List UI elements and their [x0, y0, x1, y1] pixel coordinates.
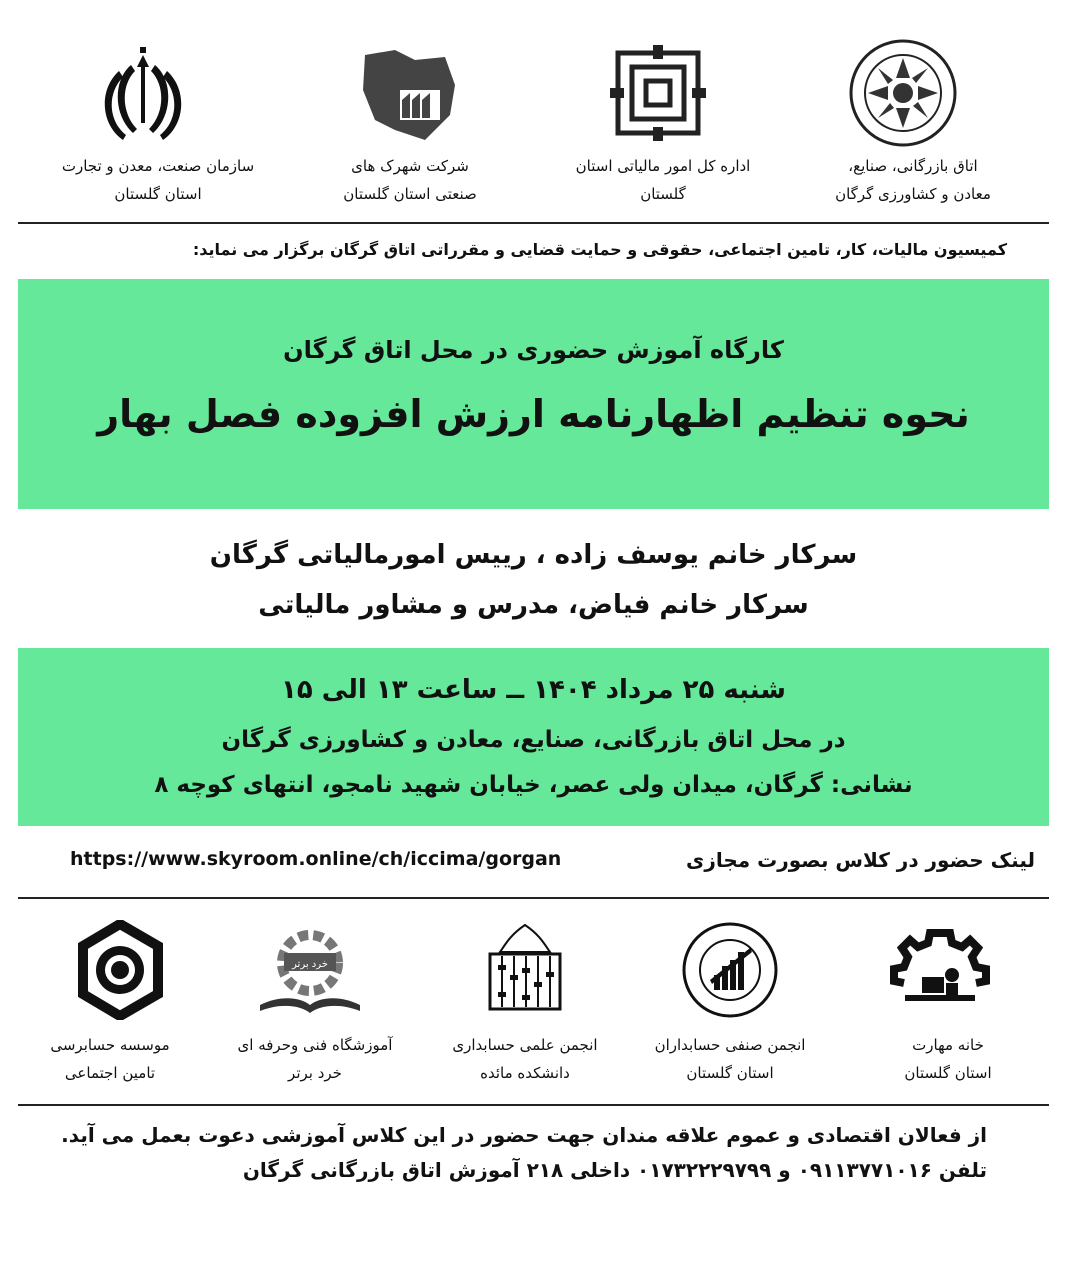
caption-line: صنعتی استان گلستان: [343, 185, 477, 203]
event-datetime: شنبه ۲۵ مرداد ۱۴۰۴ ــ ساعت ۱۳ الی ۱۵: [281, 675, 786, 705]
accountants-guild-logo: [675, 915, 785, 1025]
iran-emblem-logo: [85, 40, 200, 150]
divider: [18, 897, 1049, 899]
partner-caption-kherad: [215, 1031, 415, 1087]
caption-line: گلستان: [640, 185, 686, 203]
caption-line: موسسه حسابرسی: [50, 1036, 170, 1054]
gear-book-badge-text: خرد برتر: [292, 959, 328, 970]
caption-line: شرکت شهرک های: [351, 157, 469, 175]
partner-caption-skills-house: [848, 1031, 1048, 1087]
caption-line: سازمان صنعت، معدن و تجارت: [61, 157, 255, 175]
iran-emblem-icon: [93, 45, 193, 145]
industrial-estates-logo: [350, 40, 470, 150]
gear-book-icon: [250, 925, 370, 1015]
caption-line: انجمن علمی حسابداری: [452, 1036, 598, 1054]
invitation-text: از فعالان اقتصادی و عموم علاقه مندان جهت حضور در این کلاس آموزشی دعوت بعمل می آید.: [61, 1123, 987, 1147]
caption-line: خانه مهارت: [912, 1036, 984, 1054]
contact-text: تلفن ۰۹۱۱۳۷۷۱۰۱۶ و ۰۱۷۳۲۲۲۹۷۹۹ داخلی ۲۱۸ آموزش اتاق بازرگانی گرگان: [242, 1158, 987, 1182]
partner-caption-association: [425, 1031, 625, 1087]
social-security-audit-logo: [70, 915, 170, 1025]
social-security-octagon-icon: [73, 920, 168, 1020]
caption-line: معادن و کشاورزی گرگان: [835, 185, 991, 203]
gear-teacher-icon: [890, 925, 990, 1015]
header-org-caption-chamber: [798, 152, 1028, 208]
caption-line: اتاق بازرگانی، صنایع،: [848, 157, 978, 175]
workshop-title: نحوه تنظیم اظهارنامه ارزش افزوده فصل بهار: [97, 392, 970, 436]
header-org-caption-estates: [295, 152, 525, 208]
tax-office-logo: [598, 38, 718, 148]
industrial-estates-map-icon: [355, 45, 465, 145]
event-venue: در محل اتاق بازرگانی، صنایع، معادن و کشاورزی گرگان: [221, 727, 846, 753]
abacus-mosque-icon: [480, 920, 570, 1020]
partner-caption-accountants: [630, 1031, 830, 1087]
event-address: نشانی: گرگان، میدان ولی عصر، خیابان شهید نامجو، انتهای کوچه ۸: [154, 772, 913, 798]
caption-line: استان گلستان: [114, 185, 202, 203]
caption-line: انجمن صنفی حسابداران: [654, 1036, 806, 1054]
header-org-caption-tax: [548, 152, 778, 208]
chamber-commerce-logo: [838, 38, 968, 148]
caption-line: اداره کل امور مالیاتی استان: [575, 157, 751, 175]
accounting-association-logo: [470, 915, 580, 1025]
caption-line: دانشکده مائده: [480, 1064, 570, 1082]
speaker-2: سرکار خانم فیاض، مدرس و مشاور مالیاتی: [258, 590, 809, 620]
caption-line: استان گلستان: [904, 1064, 992, 1082]
workshop-subtitle: کارگاه آموزش حضوری در محل اتاق گرگان: [283, 336, 784, 364]
online-label: لینک حضور در کلاس بصورت مجازی: [685, 848, 1035, 872]
tax-office-logo-icon: [608, 43, 708, 143]
skills-house-logo: [880, 920, 1000, 1020]
accountants-seal-icon: [680, 920, 780, 1020]
online-url-link[interactable]: https://www.skyroom.online/ch/iccima/gorgan: [70, 848, 562, 870]
divider: [18, 1104, 1049, 1106]
caption-line: استان گلستان: [686, 1064, 774, 1082]
chamber-commerce-seal-icon: [848, 38, 958, 148]
speaker-1: سرکار خانم یوسف زاده ، رییس امورمالیاتی گرگان: [209, 540, 858, 570]
header-org-caption-industry: [28, 152, 288, 208]
partner-caption-audit: [20, 1031, 200, 1087]
organizer-line: کمیسیون مالیات، کار، تامین اجتماعی، حقوقی و حمایت قضایی و مقرراتی اتاق گرگان برگزار می نماید:: [192, 240, 1007, 259]
divider: [18, 222, 1049, 224]
caption-line: آموزشگاه فنی وحرفه ای: [237, 1036, 393, 1054]
caption-line: خرد برتر: [288, 1064, 342, 1082]
kherad-bartar-logo: [245, 920, 375, 1020]
caption-line: تامین اجتماعی: [64, 1064, 156, 1082]
